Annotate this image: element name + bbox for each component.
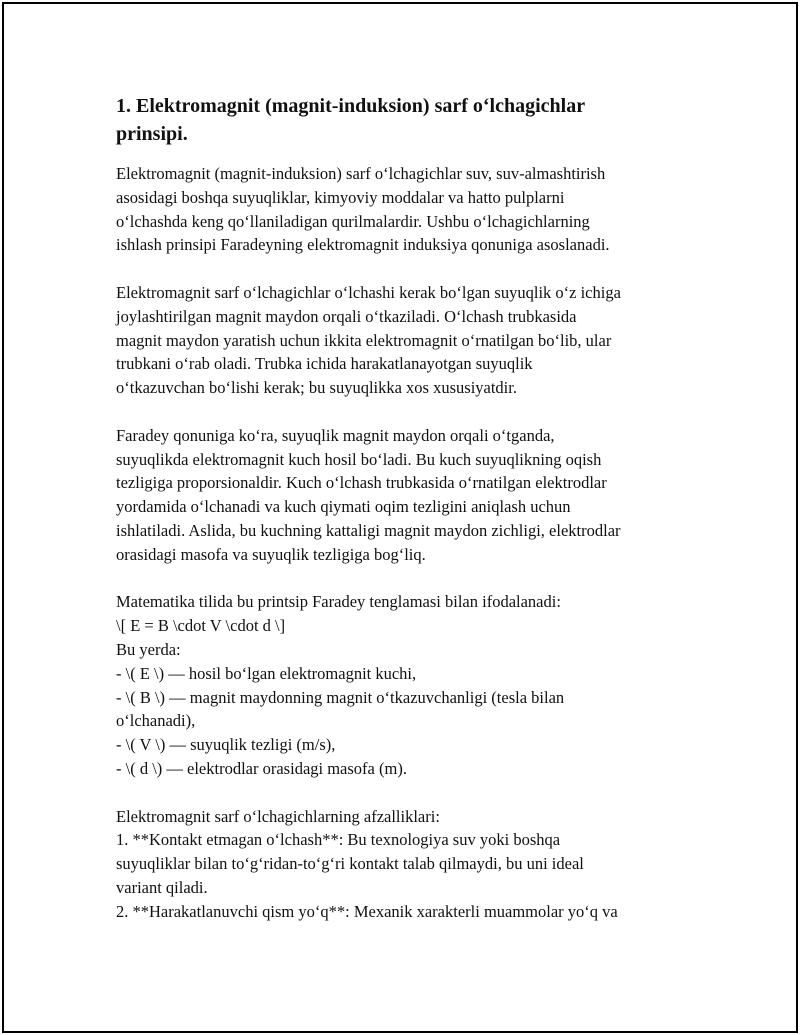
text-line: o‘lchashda keng qo‘llaniladigan qurilmalardir. Ushbu o‘lchagichlarning bbox=[116, 211, 590, 231]
paragraph-faraday-law bbox=[116, 424, 696, 567]
text-line: o‘lchanadi), bbox=[116, 711, 196, 731]
text-line: magnit maydon yaratish uchun ikkita elektromagnit o‘rnatilgan bo‘lib, ular bbox=[116, 330, 612, 350]
text-line: Faradey qonuniga ko‘ra, suyuqlik magnit maydon orqali o‘tganda, bbox=[116, 425, 555, 445]
text-line: joylashtirilgan magnit maydon orqali o‘tkaziladi. O‘lchash trubkasida bbox=[116, 306, 577, 326]
document-content bbox=[116, 92, 696, 947]
text-line: Matematika tilida bu printsip Faradey tenglamasi bilan ifodalanadi: bbox=[116, 592, 561, 612]
text-line: tezligiga proporsionaldir. Kuch o‘lchash trubkasida o‘rnatilgan elektrodlar bbox=[116, 473, 607, 493]
text-line: suyuqliklar bilan to‘g‘ridan-to‘g‘ri kontakt talab qilmaydi, bu uni ideal bbox=[116, 854, 584, 874]
text-line: o‘tkazuvchan bo‘lishi kerak; bu suyuqlikka xos xususiyatdir. bbox=[116, 378, 517, 398]
text-line: Bu yerda: bbox=[116, 639, 181, 659]
paragraph-intro bbox=[116, 162, 696, 257]
text-line: suyuqlikda elektromagnit kuch hosil bo‘ladi. Bu kuch suyuqlikning oqish bbox=[116, 449, 602, 469]
list-item: - \( E \) — hosil bo‘lgan elektromagnit kuchi, bbox=[116, 663, 417, 683]
list-item: - \( d \) — elektrodlar orasidagi masofa (m). bbox=[116, 758, 407, 778]
paragraph-advantages bbox=[116, 805, 696, 924]
list-item: - \( B \) — magnit maydonning magnit o‘tkazuvchanligi (tesla bilan bbox=[116, 687, 565, 707]
list-item: 2. **Harakatlanuvchi qism yo‘q**: Mexanik xarakterli muammolar yo‘q va bbox=[116, 901, 618, 921]
text-line: orasidagi masofa va suyuqlik tezligiga bog‘liq. bbox=[116, 544, 426, 564]
paragraph-construction bbox=[116, 281, 696, 400]
text-line: asosidagi boshqa suyuqliklar, kimyoviy moddalar va hatto pulplarni bbox=[116, 187, 565, 207]
text-line: yordamida o‘lchanadi va kuch qiymati oqim tezligini aniqlash uchun bbox=[116, 497, 571, 517]
text-line: Elektromagnit (magnit-induksion) sarf o‘lchagichlar suv, suv-almashtirish bbox=[116, 164, 606, 183]
text-line: trubkani o‘rab oladi. Trubka ichida harakatlanayotgan suyuqlik bbox=[116, 354, 533, 374]
list-item: - \( V \) — suyuqlik tezligi (m/s), bbox=[116, 735, 336, 755]
paragraph-equation bbox=[116, 590, 696, 780]
page-title bbox=[116, 92, 696, 148]
text-line: Elektromagnit sarf o‘lchagichlarning afzalliklari: bbox=[116, 806, 440, 826]
title-line: 1. Elektromagnit (magnit-induksion) sarf o‘lchagichlar bbox=[116, 95, 586, 117]
text-line: Elektromagnit sarf o‘lchagichlar o‘lchashi kerak bo‘lgan suyuqlik o‘z ichiga bbox=[116, 282, 621, 302]
title-line: prinsipi. bbox=[116, 123, 188, 145]
list-item: 1. **Kontakt etmagan o‘lchash**: Bu texnologiya suv yoki boshqa bbox=[116, 830, 561, 850]
text-line: ishlash prinsipi Faradeyning elektromagnit induksiya qonuniga asoslanadi. bbox=[116, 235, 610, 255]
equation-line: \[ E = B \cdot V \cdot d \] bbox=[116, 616, 286, 636]
text-line: ishlatiladi. Aslida, bu kuchning kattaligi magnit maydon zichligi, elektrodlar bbox=[116, 520, 621, 540]
text-line: variant qiladi. bbox=[116, 877, 208, 897]
